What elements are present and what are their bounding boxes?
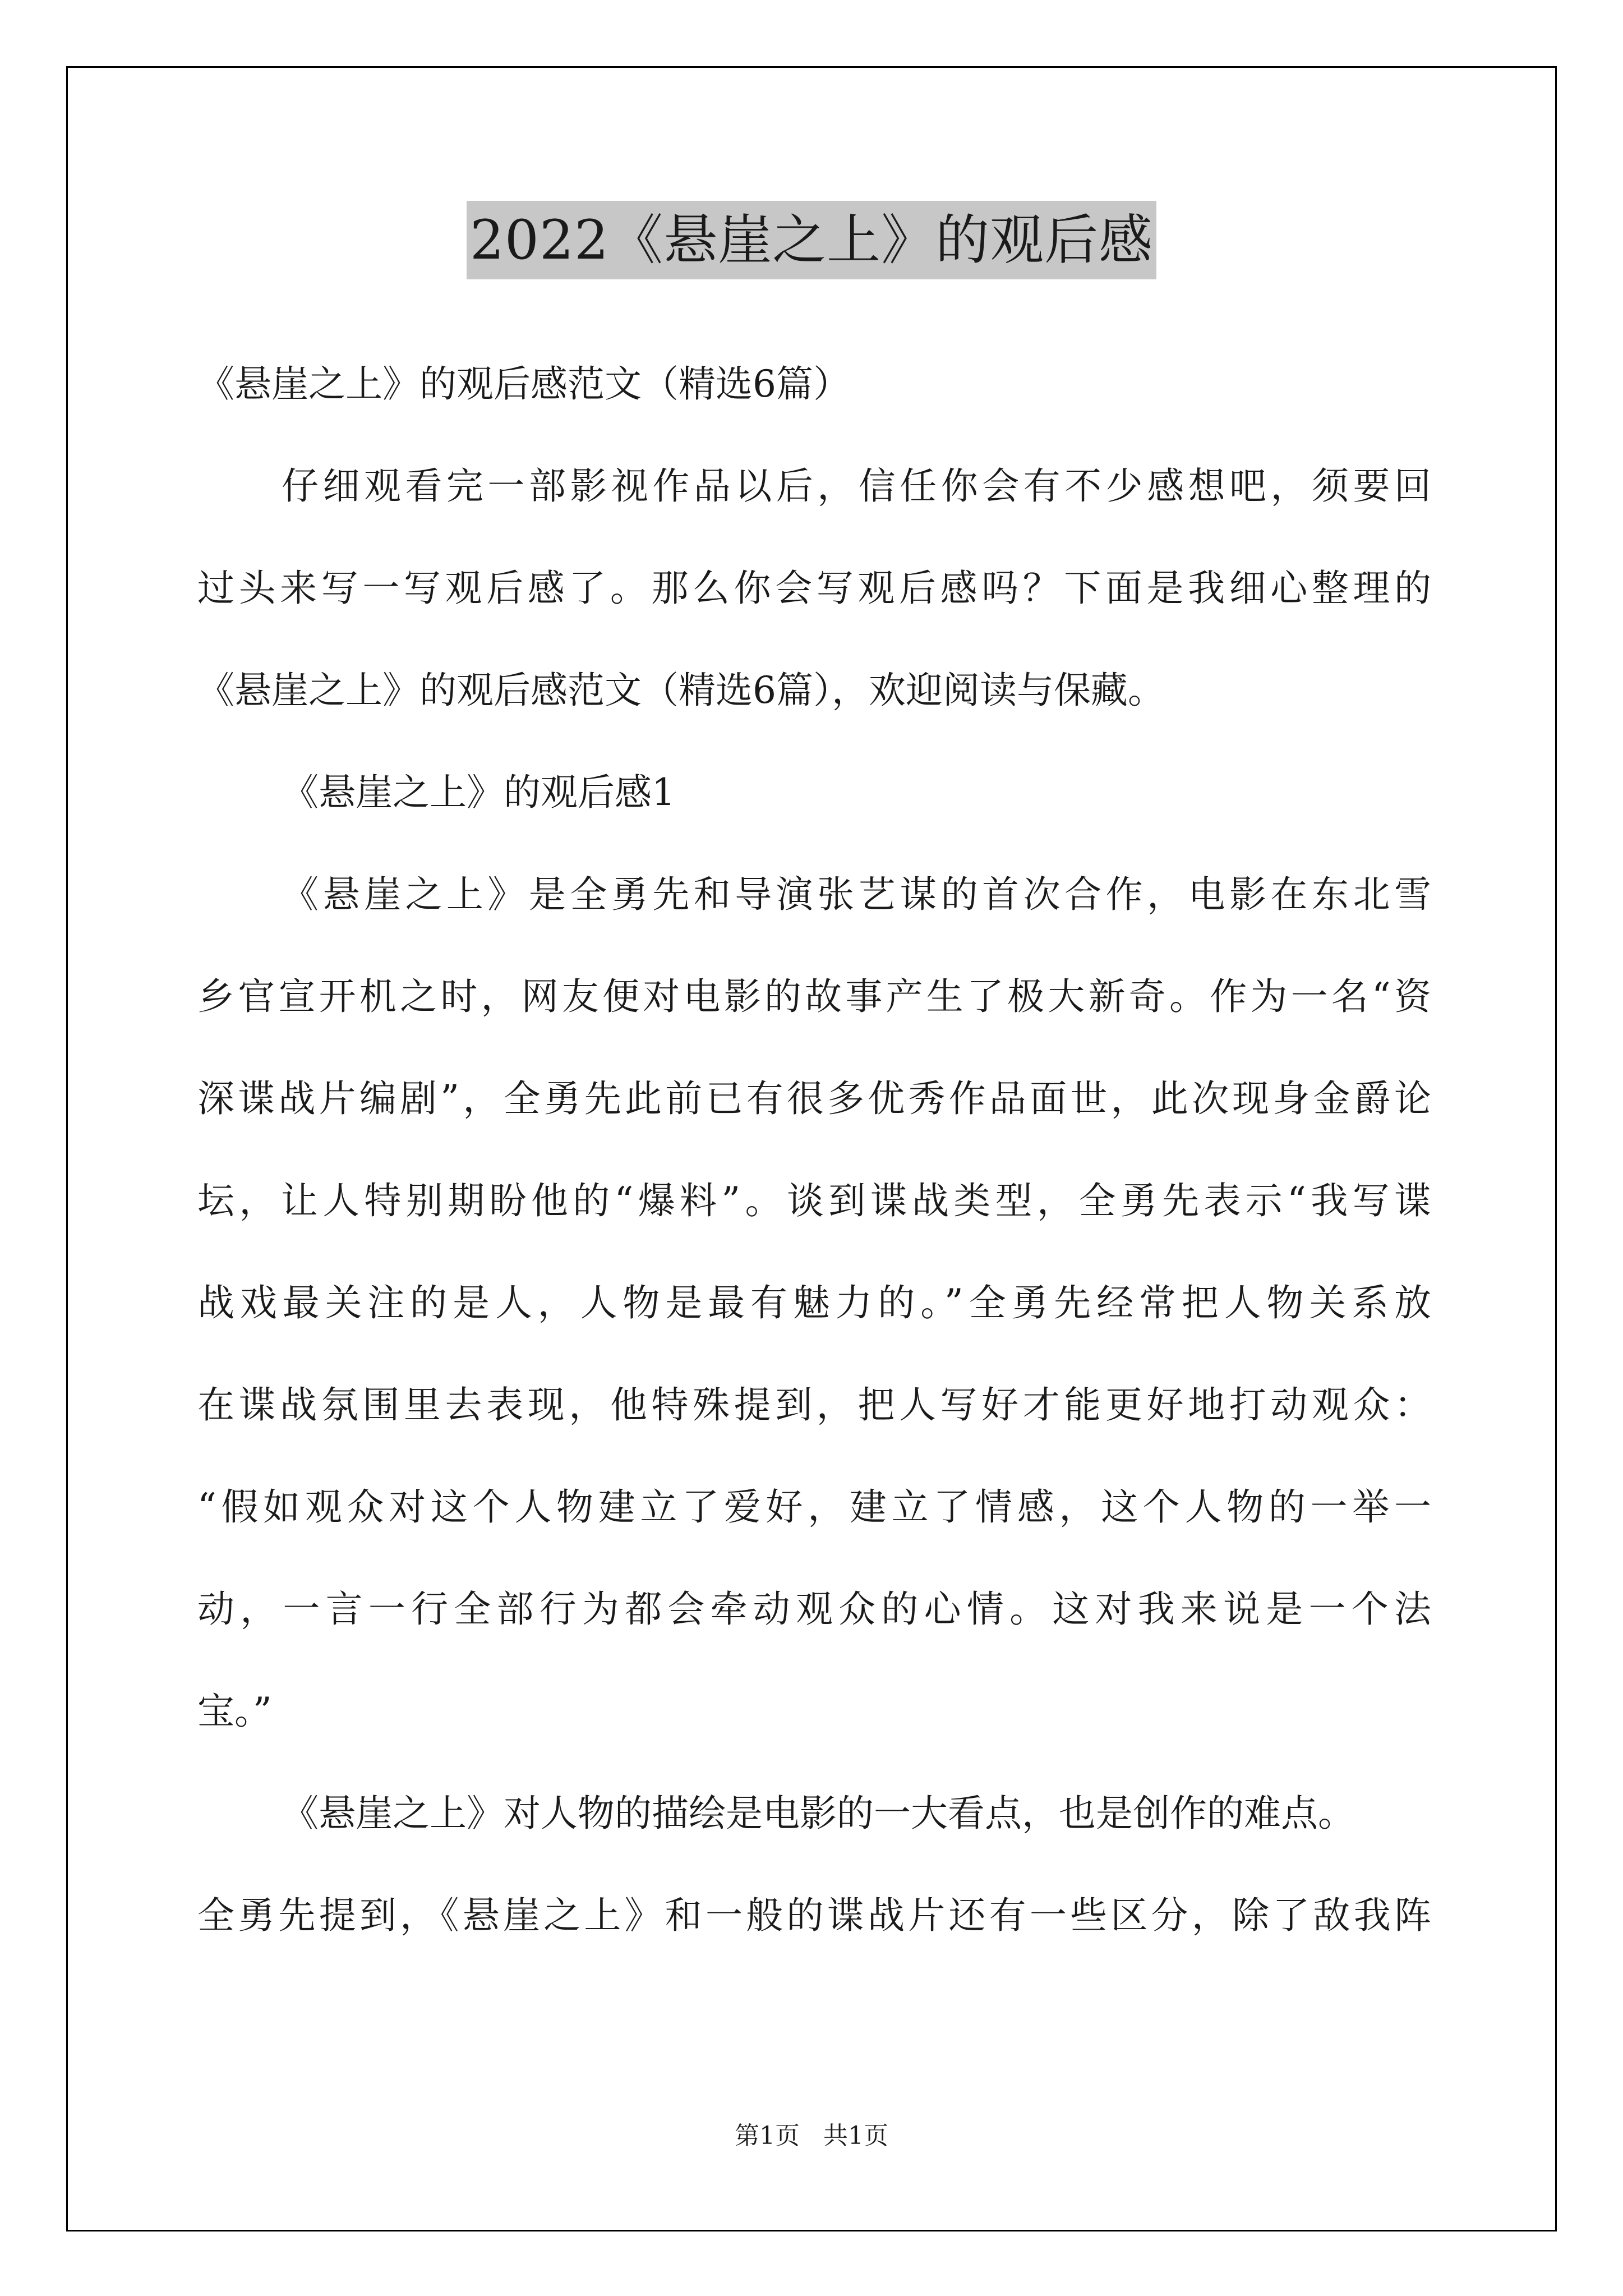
title-container bbox=[0, 201, 1623, 279]
intro-line-3: 《悬崖之上》的观后感范文（精选6篇），欢迎阅读与保藏。 bbox=[197, 669, 1165, 712]
document-body bbox=[197, 333, 1431, 1967]
page-footer bbox=[0, 2119, 1623, 2153]
paragraph1-line-6: 在谍战氛围里去表现，他特殊提到，把人写好才能更好地打动观众： bbox=[197, 1383, 1431, 1427]
intro-line-2: 过头来写一写观后感了。那么你会写观后感吗？下面是我细心整理的 bbox=[197, 567, 1431, 610]
paragraph1-line-2: 乡官宣开机之时，网友便对电影的故事产生了极大新奇。作为一名“资 bbox=[197, 975, 1431, 1018]
document-title: 2022《悬崖之上》的观后感 bbox=[467, 201, 1156, 279]
intro-line-1: 仔细观看完一部影视作品以后，信任你会有不少感想吧，须要回 bbox=[282, 464, 1431, 508]
paragraph1-line-3: 深谍战片编剧”，全勇先此前已有很多优秀作品面世，此次现身金爵论 bbox=[197, 1077, 1431, 1120]
paragraph1-line-1: 《悬崖之上》是全勇先和导演张艺谋的首次合作，电影在东北雪 bbox=[282, 873, 1431, 916]
paragraph1-line-4: 坛，让人特别期盼他的“爆料”。谈到谍战类型，全勇先表示“我写谍 bbox=[197, 1179, 1431, 1222]
section-heading: 《悬崖之上》的观后感1 bbox=[282, 771, 675, 814]
paragraph2-line-2: 全勇先提到，《悬崖之上》和一般的谍战片还有一些区分，除了敌我阵 bbox=[197, 1894, 1431, 1937]
paragraph1-line-9: 宝。” bbox=[197, 1690, 272, 1733]
page-total: 共1页 bbox=[823, 2122, 888, 2150]
paragraph2-line-1: 《悬崖之上》对人物的描绘是电影的一大看点，也是创作的难点。 bbox=[282, 1792, 1355, 1835]
paragraph1-line-7: “假如观众对这个人物建立了爱好，建立了情感，这个人物的一举一 bbox=[197, 1485, 1431, 1529]
paragraph1-line-8: 动，一言一行全部行为都会牵动观众的心情。这对我来说是一个法 bbox=[197, 1588, 1431, 1631]
paragraph1-line-5: 战戏最关注的是人，人物是最有魅力的。”全勇先经常把人物关系放 bbox=[197, 1281, 1431, 1324]
page-number: 第1页 bbox=[735, 2122, 800, 2150]
subtitle: 《悬崖之上》的观后感范文（精选6篇） bbox=[197, 362, 850, 406]
